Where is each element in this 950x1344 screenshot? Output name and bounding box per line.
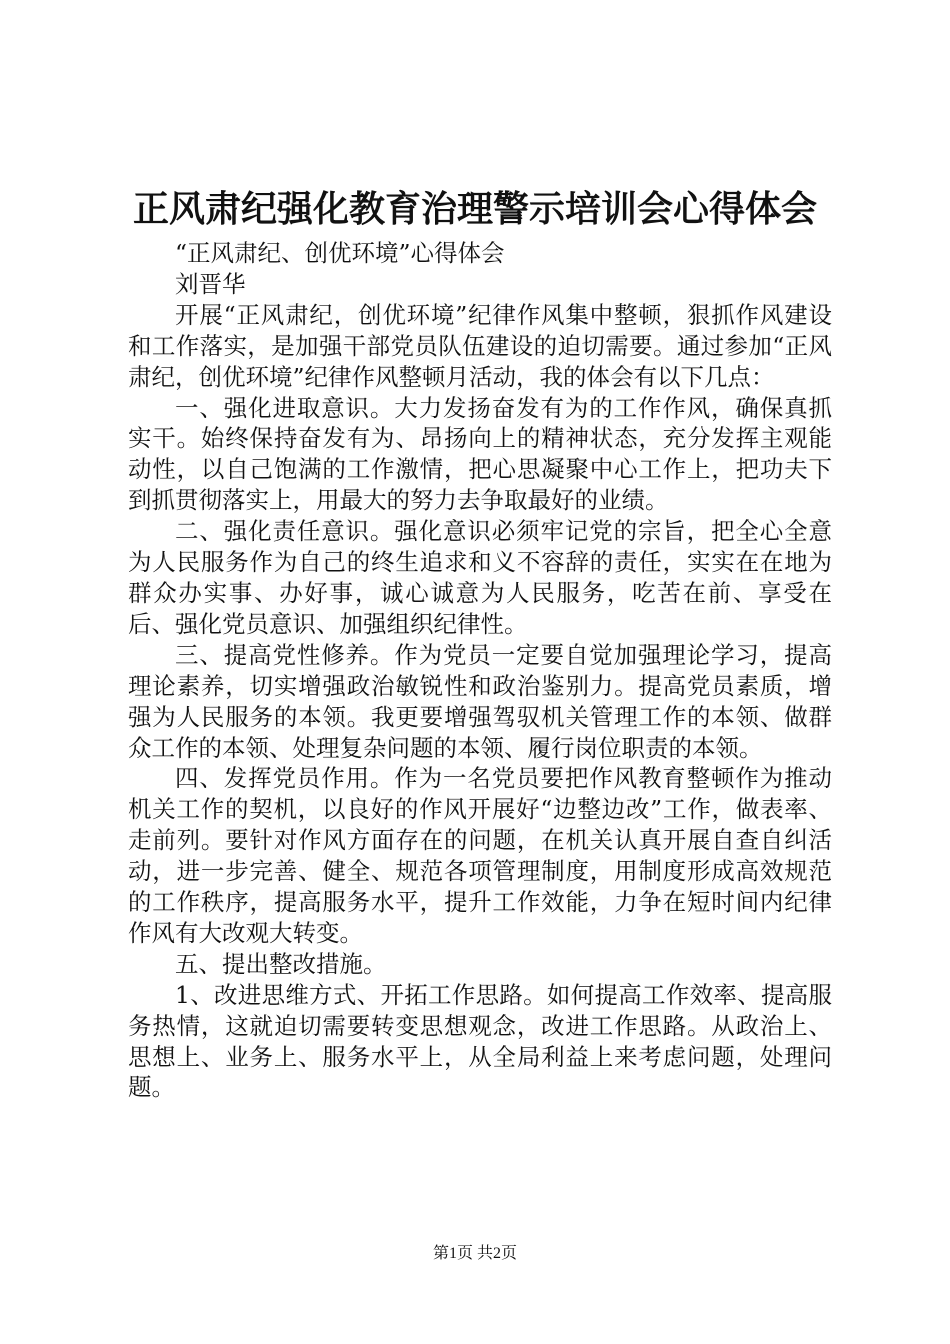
paragraph-measure-1: 1、改进思维方式、开拓工作思路。如何提高工作效率、提高服务热情，这就迫切需要转变思想观念，改进工作思路。从政治上、思想上、业务上、服务水平上，从全局利益上来考虑问题，处理问题。 — [128, 980, 832, 1102]
paragraph-point-2: 二、强化责任意识。强化意识必须牢记党的宗旨，把全心全意为人民服务作为自己的终生追求和义不容辞的责任，实实在在地为群众办实事、办好事，诚心诚意为人民服务，吃苦在前、享受在后、强化党员意识、加强组织纪律性。 — [128, 517, 832, 638]
document-title: 正风肃纪强化教育治理警示培训会心得体会 — [132, 188, 817, 230]
paragraph-point-5: 五、提出整改措施。 — [175, 949, 387, 978]
document-body — [128, 238, 832, 1103]
paragraph-intro: 开展“正风肃纪，创优环境”纪律作风集中整顿，狠抓作风建设和工作落实，是加强干部党员队伍建设的迫切需要。通过参加“正风肃纪，创优环境”纪律作风整顿月活动，我的体会有以下几点： — [128, 300, 832, 391]
page-footer: 第1页 共2页 — [432, 1245, 517, 1262]
paragraph-point-4: 四、发挥党员作用。作为一名党员要把作风教育整顿作为推动机关工作的契机，以良好的作风开展好“边整边改”工作，做表率、走前列。要针对作风方面存在的问题，在机关认真开展自查自纠活动，进一步完善、健全、规范各项管理制度，用制度形成高效规范的工作秩序，提高服务水平，提升工作效能，力争在短时间内纪律作风有大改观大转变。 — [128, 764, 832, 947]
paragraph-point-1: 一、强化进取意识。大力发扬奋发有为的工作作风，确保真抓实干。始终保持奋发有为、昂扬向上的精神状态，充分发挥主观能动性，以自己饱满的工作激情，把心思凝聚中心工作上，把功夫下到抓贯彻落实上，用最大的努力去争取最好的业绩。 — [128, 393, 832, 515]
document-subtitle: “正风肃纪、创优环境”心得体会 — [175, 239, 505, 267]
document-author: 刘晋华 — [175, 269, 246, 298]
paragraph-point-3: 三、提高党性修养。作为党员一定要自觉加强理论学习，提高理论素养，切实增强政治敏锐性和政治鉴别力。提高党员素质，增强为人民服务的本领。我更要增强驾驭机关管理工作的本领、做群众工作的本领、处理复杂问题的本领、履行岗位职责的本领。 — [128, 640, 832, 762]
